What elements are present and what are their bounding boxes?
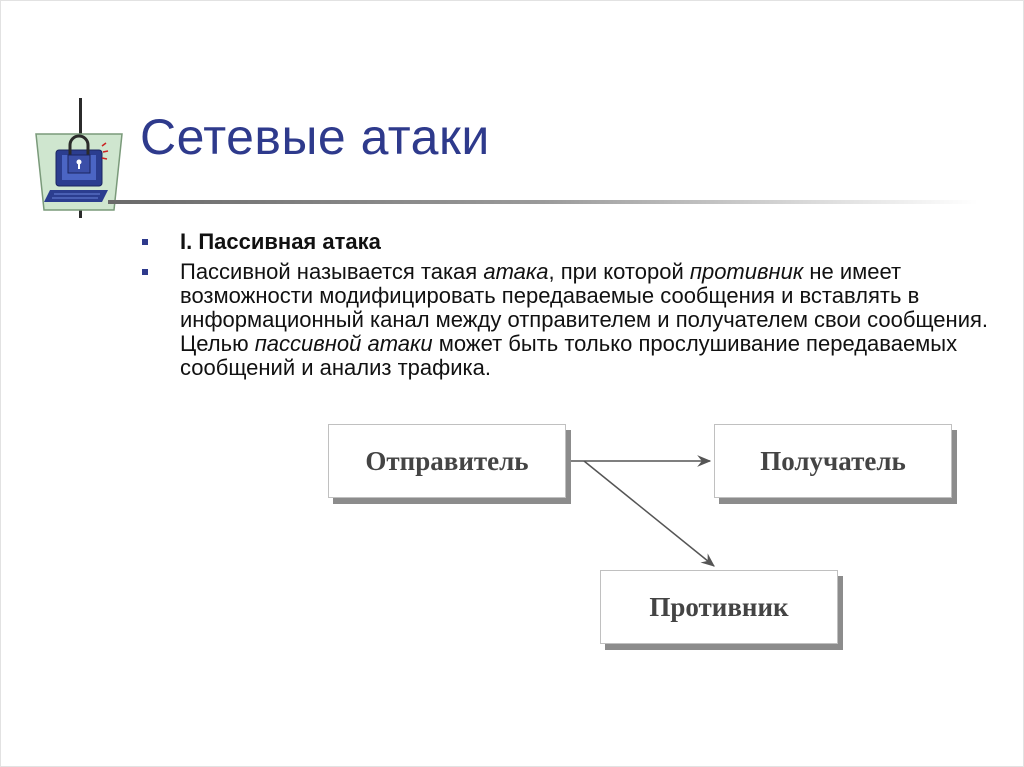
emphasis-term: атака [483,259,549,284]
emphasis-term: противник [689,259,804,284]
passive-attack-diagram [322,420,962,655]
bullet-heading: I. Пассивная атака [180,229,381,254]
text-run: не имеет возможности модифицировать передаваемые сообщения и вставлять в информационный канал между отправителем и получателем свои сообщения. Целью [180,259,989,356]
title-divider [108,200,978,204]
bullet-list [140,230,1000,386]
square-bullet-icon [142,239,148,245]
text-run: Пассивной называется такая [180,259,484,284]
receiver-box: Получатель [714,424,952,498]
bullet-paragraph [180,259,988,380]
sender-box: Отправитель [328,424,566,498]
bullet-item [140,260,1000,380]
arrow-sender-to-adversary [584,461,714,566]
square-bullet-icon [142,269,148,275]
text-run: , при которой [548,259,690,284]
emphasis-term: пассивной атаки [254,331,433,356]
adversary-box: Противник [600,570,838,644]
bullet-item [140,230,1000,254]
text-run: может быть только прослушивание передаваемых сообщений и анализ трафика. [180,331,958,380]
slide-title: Сетевые атаки [140,109,490,165]
